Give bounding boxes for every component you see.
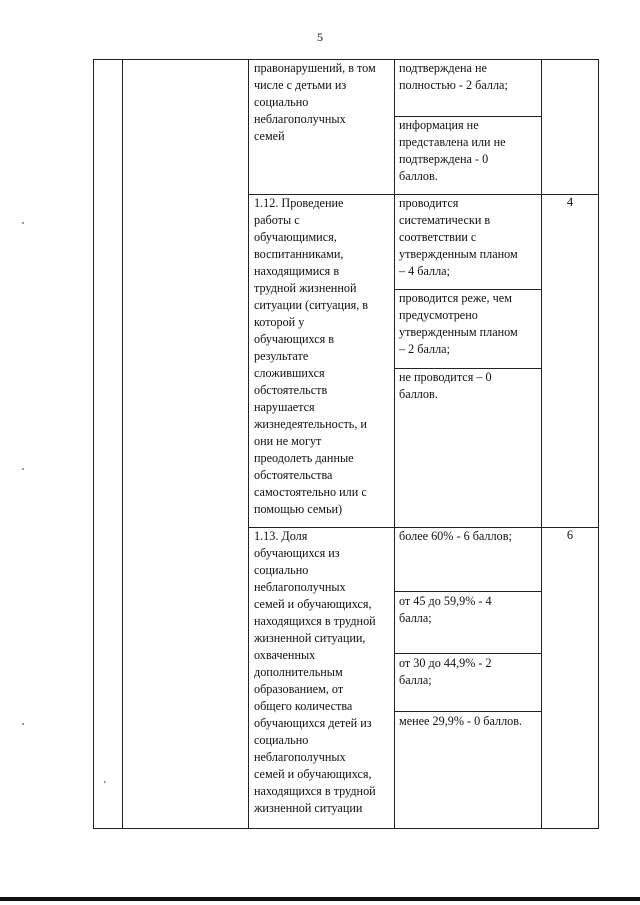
criteria-separator [394,711,542,712]
criteria-separator [394,653,542,654]
criterion-cell: информация не представлена или не подтверждена - 0 баллов. [399,118,506,183]
scan-artifact [22,723,24,725]
criterion-cell: подтверждена не полностью - 2 балла; [399,61,508,92]
page-number: 5 [317,30,323,44]
indicator-cell: 1.12. Проведение работы с обучающимися, воспитанниками, находящимися в трудной жизненной ситуации (ситуация, в которой у обучающихся в результате сложившихся обстоятельств нарушается жизнедеятельность, и они не могут преодолеть данные обстоятельства самостоятельно или с помощью семьи) [254,196,369,516]
margin-mark: ' [104,780,106,791]
table-col-divider-3 [394,59,395,829]
indicator-cell: правонарушений, в том числе с детьми из социально неблагополучных семей [254,61,376,143]
table-col-divider-1 [122,59,123,829]
criterion-cell: более 60% - 6 баллов; [399,529,512,543]
scan-artifact [22,222,24,224]
scan-artifact [22,468,24,470]
table-border-bottom [93,828,599,829]
table-border-right [598,59,599,829]
max-score-cell: 4 [566,195,574,209]
criterion-cell: от 45 до 59,9% - 4 балла; [399,594,492,625]
table-col-divider-4 [541,59,542,829]
criterion-cell: менее 29,9% - 0 баллов. [399,714,523,728]
table-col-divider-2 [248,59,249,829]
table-border-left [93,59,94,829]
criteria-separator [394,591,542,592]
criterion-cell: от 30 до 44,9% - 2 балла; [399,656,492,687]
indicator-cell: 1.13. Доля обучающихся из социально неблагополучных семей и обучающихся, находящихся в трудной жизненной ситуации, охваченных дополнительным образованием, от общего количества обучающихся детей из социально неблагополучных семей и обучающихся, находящихся в трудной жизненной ситуации [254,529,376,815]
bottom-scan-bar [0,897,640,901]
criterion-cell: проводится реже, чем предусмотрено утвержденным планом – 2 балла; [399,291,518,356]
max-score-cell: 6 [566,528,574,542]
criterion-cell: не проводится – 0 баллов. [399,370,492,401]
criterion-cell: проводится систематически в соответствии с утвержденным планом – 4 балла; [399,196,518,278]
